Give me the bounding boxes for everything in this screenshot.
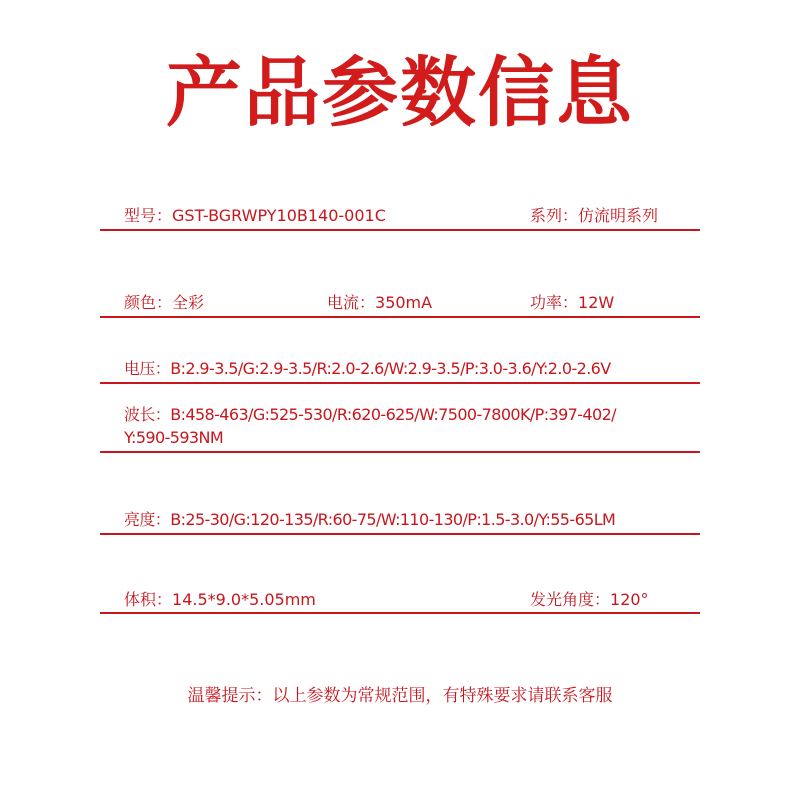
divider-6	[100, 612, 700, 614]
voltage-value: B:2.9-3.5/G:2.9-3.5/R:2.0-2.6/W:2.9-3.5/P:3.0-3.6/Y:2.0-2.6V	[170, 359, 611, 378]
divider-1	[100, 229, 700, 231]
power-label: 功率：	[530, 293, 579, 312]
wavelength-value-line2: Y:590-593NM	[124, 428, 224, 447]
color-label: 颜色：	[124, 293, 173, 312]
wavelength-spec	[124, 404, 616, 426]
power-spec	[530, 292, 614, 314]
color-value: 全彩	[172, 293, 205, 312]
divider-4	[100, 451, 700, 453]
series-spec	[530, 205, 658, 227]
power-value: 12W	[578, 293, 615, 312]
color-spec	[124, 292, 204, 314]
series-label: 系列：	[530, 206, 579, 225]
voltage-label: 电压：	[124, 359, 171, 378]
brightness-spec	[124, 509, 615, 531]
divider-5	[100, 533, 700, 535]
volume-label: 体积：	[124, 590, 173, 609]
brightness-value: B:25-30/G:120-135/R:60-75/W:110-130/P:1.5-3.0/Y:55-65LM	[170, 510, 616, 529]
angle-spec	[530, 589, 649, 611]
angle-value: 120°	[610, 590, 649, 609]
current-value: 350mA	[375, 293, 433, 312]
volume-value: 14.5*9.0*5.05mm	[172, 590, 316, 609]
current-label: 电流：	[327, 293, 376, 312]
divider-3	[100, 382, 700, 384]
current-spec	[327, 292, 432, 314]
page-title: 产品参数信息	[166, 48, 634, 137]
brightness-label: 亮度：	[124, 510, 171, 529]
wavelength-value: B:458-463/G:525-530/R:620-625/W:7500-7800K/P:397-402/	[170, 405, 616, 424]
voltage-spec	[124, 358, 611, 380]
wavelength-label: 波长：	[124, 405, 171, 424]
series-value: 仿流明系列	[578, 206, 659, 225]
model-label: 型号：	[124, 206, 173, 225]
angle-label: 发光角度：	[530, 590, 611, 609]
model-value: GST-BGRWPY10B140-001C	[172, 206, 386, 225]
volume-spec	[124, 589, 316, 611]
model-spec	[124, 205, 386, 227]
divider-2	[100, 316, 700, 318]
footer-note: 温馨提示：以上参数为常规范围，有特殊要求请联系客服	[187, 686, 613, 706]
